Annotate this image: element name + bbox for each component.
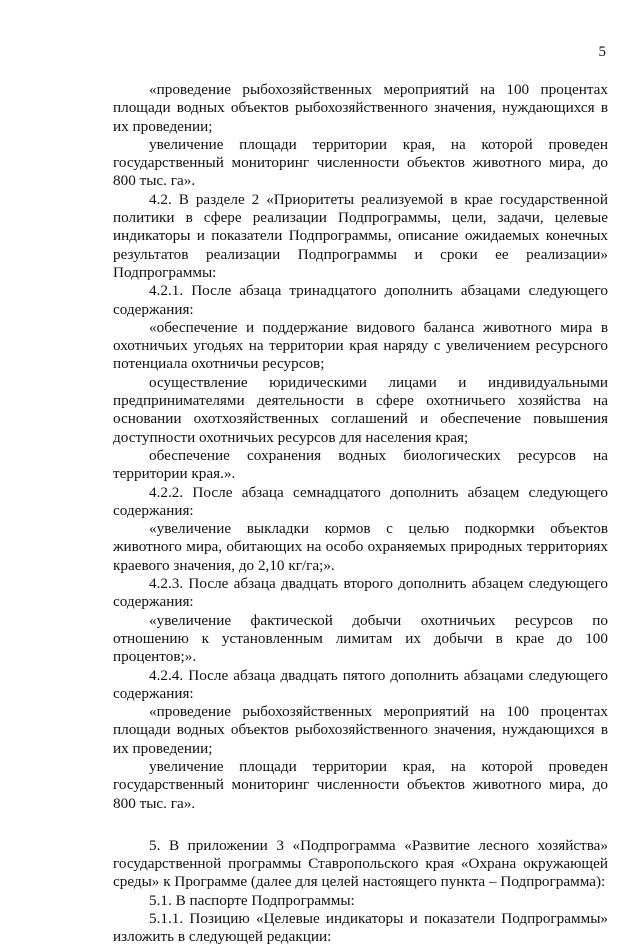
paragraph-monitoring-area-repeat: увеличение площади территории края, на которой проведен государственный мониторинг численности объектов животного мира, до 800 тыс. га».	[113, 757, 608, 812]
page-number: 5	[598, 44, 606, 60]
paragraph-species-balance: «обеспечение и поддержание видового баланса животного мира в охотничьих угодьях на территории края наряду с увеличением ресурсного потенциала охотничьи ресурсов;	[113, 318, 608, 373]
paragraph-feed-laying: «увеличение выкладки кормов с целью подкормки объектов животного мира, обитающих на особо охраняемых природных территориях краевого значения, до 2,10 кг/га;».	[113, 520, 608, 574]
paragraph-4-2-3: 4.2.3. После абзаца двадцать второго дополнить абзацем следующего содержания:	[113, 575, 608, 611]
paragraph-fishery-measures-repeat: «проведение рыбохозяйственных мероприятий на 100 процентах площади водных объектов рыбохозяйственного значения, нуждающихся в их проведении;	[113, 703, 608, 757]
paragraph-5-1-1: 5.1.1. Позицию «Целевые индикаторы и показатели Подпрограммы» изложить в следующей редакции:	[113, 910, 608, 946]
paragraph-4-2-4: 4.2.4. После абзаца двадцать пятого дополнить абзацами следующего содержания:	[113, 666, 608, 702]
paragraph-hunting-agreements: осуществление юридическими лицами и индивидуальными предпринимателями деятельности в сфере охотничьего хозяйства на основании охотхозяйственных соглашений и обеспечение повышения доступности охотничьих ресурсов для населения края;	[113, 373, 608, 446]
paragraph-4-2-1: 4.2.1. После абзаца тринадцатого дополнить абзацами следующего содержания:	[113, 282, 608, 318]
document-body	[113, 81, 608, 947]
paragraph-water-bio-resources: обеспечение сохранения водных биологических ресурсов на территории края.».	[113, 446, 608, 483]
paragraph-fishery-measures: «проведение рыбохозяйственных мероприятий на 100 процентах площади водных объектов рыбохозяйственного значения, нуждающихся в их проведении;	[113, 81, 608, 135]
paragraph-4-2-2: 4.2.2. После абзаца семнадцатого дополнить абзацем следующего содержания:	[113, 483, 608, 519]
paragraph-actual-hunting: «увеличение фактической добычи охотничьих ресурсов по отношению к установленным лимитам их добычи в крае до 100 процентов;».	[113, 611, 608, 666]
paragraph-5-1: 5.1. В паспорте Подпрограммы:	[149, 891, 355, 909]
paragraph-4-2: 4.2. В разделе 2 «Приоритеты реализуемой в крае государственной политики в сфере реализации Подпрограммы, цели, задачи, целевые индикаторы и показатели Подпрограммы, описание ожидаемых конечных результатов реализации Подпрограммы и сроки ее реализации» Подпрограммы:	[113, 190, 608, 281]
paragraph-monitoring-area: увеличение площади территории края, на которой проведен государственный мониторинг численности объектов животного мира, до 800 тыс. га».	[113, 135, 608, 190]
paragraph-5: 5. В приложении 3 «Подпрограмма «Развитие лесного хозяйства» государственной программы Ставропольского края «Охрана окружающей среды» к Программе (далее для целей настоящего пункта – Подпрограмма):	[113, 836, 608, 891]
paragraph-spacer	[113, 813, 608, 837]
